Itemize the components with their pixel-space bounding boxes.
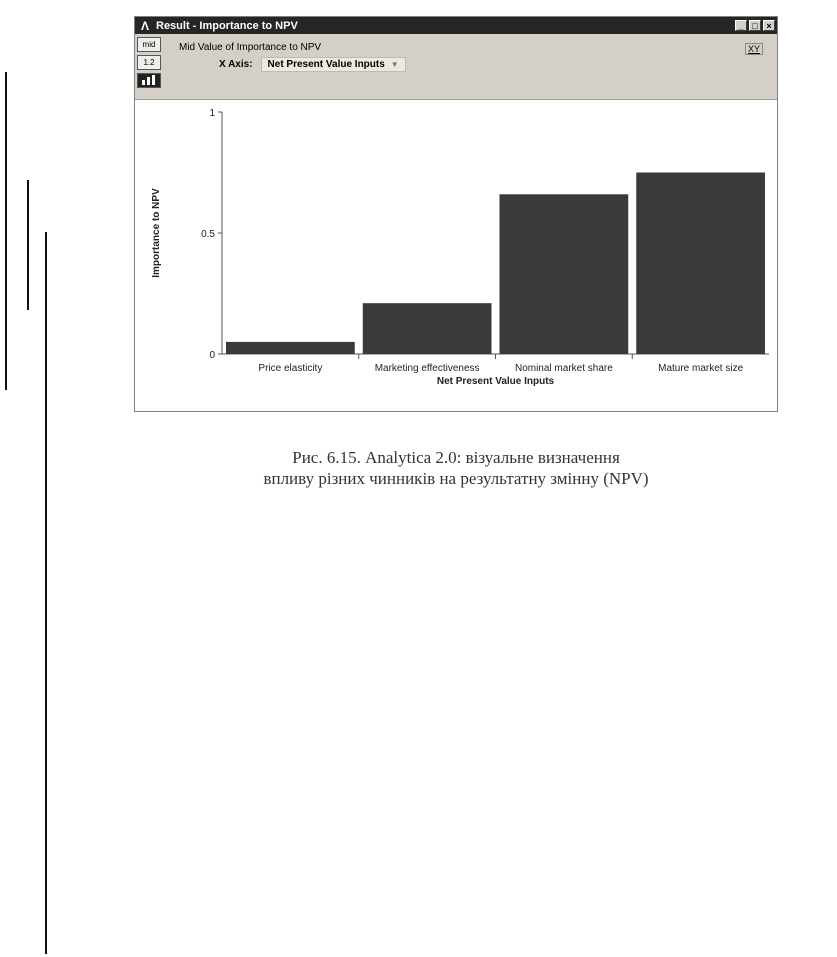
bar [500,194,629,354]
xy-button[interactable]: XY [745,43,763,55]
xaxis-label: X Axis: [219,59,253,70]
analytica-logo-icon: Λ [140,18,149,33]
result-window [134,16,778,412]
view-toolbar [137,37,165,91]
bar [636,173,765,355]
bar [363,303,492,354]
table-view-button[interactable]: 1.2 [137,55,161,70]
minimize-button[interactable]: _ [735,20,747,31]
y-tick-label: 0 [209,350,215,361]
result-header [179,39,767,95]
x-axis-title: Net Present Value Inputs [436,376,555,387]
close-button[interactable]: × [763,20,775,31]
chevron-down-icon: ▼ [390,60,399,69]
plot-panel [135,99,777,411]
title-bar[interactable] [135,17,777,34]
scan-margin-line [27,180,29,310]
maximize-button[interactable]: □ [749,20,761,31]
bar-chart [135,100,777,412]
caption-line-1: Рис. 6.15. Analytica 2.0: візуальне визначення [292,448,620,467]
figure-caption [134,447,778,489]
x-tick-label: Mature market size [658,363,744,374]
graph-view-button[interactable] [137,73,161,88]
x-tick-label: Price elasticity [258,363,323,374]
xaxis-dropdown[interactable] [261,57,406,72]
y-tick-label: 0.5 [201,229,215,240]
x-tick-label: Marketing effectiveness [374,363,480,374]
bar-graph-icon [141,74,157,85]
result-subtitle: Mid Value of Importance to NPV [179,42,322,53]
xaxis-selector [219,57,406,72]
window-title: Result - Importance to NPV [156,19,298,32]
y-axis-title: Importance to NPV [151,188,162,278]
scan-margin-line [45,232,47,954]
xaxis-dropdown-value: Net Present Value Inputs [267,59,385,70]
bar [226,342,355,354]
caption-line-2: впливу різних чинників на результатну змінну (NPV) [263,469,649,488]
mid-value-button[interactable]: mid [137,37,161,52]
scan-margin-line [5,72,7,390]
x-tick-label: Nominal market share [514,363,613,374]
y-tick-label: 1 [209,108,215,119]
